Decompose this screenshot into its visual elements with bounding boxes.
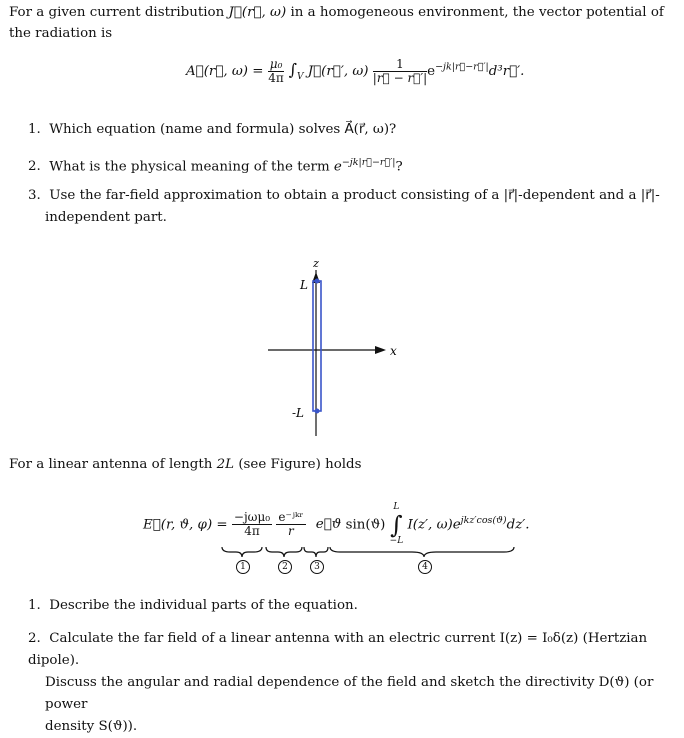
eq1-current: J⃗(r⃗′, ω) <box>307 64 369 80</box>
q2-2-text-cont: Discuss the angular and radial dependence of the field and sketch the directivity D(ϑ) (or power <box>45 675 654 712</box>
q2-2-number: 2. <box>28 631 41 646</box>
eq1-exp-power: −jk|r⃗−r⃗′| <box>435 61 489 73</box>
question-2-1 <box>28 595 668 617</box>
eq2-lower-limit: −L <box>389 535 404 546</box>
eq2-integral-sign: ∫ <box>390 510 403 539</box>
eq1-volume: V <box>296 71 304 82</box>
current-density-symbol: J⃗(r⃗, ω) <box>228 5 287 20</box>
brace-label-3: 3 <box>310 560 324 574</box>
bottom-length-label: -L <box>292 406 305 420</box>
eq1-lhs: A⃗(r⃗, ω) = <box>186 64 264 80</box>
brace-label-4: 4 <box>418 560 432 574</box>
brace-label-1: 1 <box>236 560 250 574</box>
far-field-equation <box>143 503 530 547</box>
antenna-intro-prefix: For a linear antenna of length <box>9 457 213 472</box>
q1-3-text-cont: independent part. <box>45 210 167 225</box>
eq2-f2-den: r <box>288 524 294 539</box>
eq2-f1-num: −jωμ₀ <box>233 510 271 525</box>
x-axis-arrow <box>375 346 386 354</box>
q1-3-number: 3. <box>28 188 41 203</box>
antenna-intro <box>9 454 669 475</box>
z-axis-label: z <box>313 257 319 270</box>
antenna-intro-suffix: (see Figure) holds <box>238 457 362 472</box>
q2-2-text: Calculate the far field of a linear antenna with an electric current I(z) = I₀δ(z) (Hertzian dipole). <box>28 631 648 668</box>
eq1-differential: d³r⃗′. <box>488 64 525 80</box>
eq2-integrand: I(z′, ω)e <box>407 517 461 533</box>
antenna-top-end <box>315 279 320 284</box>
eq1-exp-base: e <box>427 64 436 80</box>
q1-2-number: 2. <box>28 159 41 175</box>
eq1-mu-num: μ₀ <box>269 57 283 71</box>
x-axis-label: x <box>390 344 397 358</box>
question-1-3 <box>28 185 668 229</box>
eq2-fraction-2 <box>276 511 305 538</box>
eq1-integral-sign: ∫ <box>288 60 297 80</box>
eq2-differential: dz′. <box>506 517 530 533</box>
brace-3 <box>304 547 328 557</box>
eq2-fraction-1 <box>232 511 272 538</box>
q1-2-term: e <box>333 159 342 175</box>
antenna-length: 2L <box>216 457 235 472</box>
eq2-exp-power: jkz′cos(ϑ) <box>460 514 507 526</box>
q1-2-text-suffix: ? <box>395 159 403 175</box>
intro-paragraph <box>9 2 669 44</box>
brace-1 <box>222 547 262 557</box>
antenna-rod <box>313 281 321 411</box>
q1-1-text: Which equation (name and formula) solves A⃗(r⃗, ω)? <box>49 122 397 137</box>
question-1-1 <box>28 119 668 141</box>
eq2-f1-den: 4π <box>244 524 260 539</box>
eq2-f2-num: e⁻ʲᵏʳ <box>278 510 304 525</box>
brace-4 <box>330 547 514 557</box>
q1-1-number: 1. <box>28 122 41 137</box>
eq1-one: 1 <box>373 58 427 72</box>
q2-2-text-cont2: density S(ϑ)). <box>45 719 138 734</box>
antenna-bottom-end <box>315 409 320 414</box>
question-2-2 <box>28 628 668 738</box>
brace-label-2: 2 <box>278 560 292 574</box>
q2-1-text: Describe the individual parts of the equation. <box>49 598 358 613</box>
eq1-mu-fraction <box>268 58 285 85</box>
question-1-2 <box>28 152 668 178</box>
vector-potential-equation <box>186 58 524 85</box>
antenna-figure <box>250 250 410 440</box>
intro-text-suffix: in a homogeneous environment, the vector potential of the radiation is <box>9 5 664 41</box>
q1-3-text: Use the far-field approximation to obtain a product consisting of a |r⃗|-dependent and a |r⃗|- <box>49 188 660 203</box>
eq1-distance-fraction <box>373 58 427 85</box>
intro-text-prefix: For a given current distribution <box>9 5 225 20</box>
eq2-unit-vector: e⃗ϑ <box>315 517 342 533</box>
brace-2 <box>266 547 302 557</box>
q2-1-number: 1. <box>28 598 41 613</box>
eq1-mu-den: 4π <box>268 71 284 86</box>
q1-2-term-power: −jk|r⃗−r⃗′| <box>341 157 396 168</box>
top-length-label: L <box>300 278 308 292</box>
eq2-upper-limit: L <box>393 502 400 512</box>
eq2-lhs: E⃗(r, ϑ, φ) = <box>143 517 228 533</box>
eq2-sin: sin(ϑ) <box>345 517 386 533</box>
eq1-distance: |r⃗ − r⃗′| <box>372 71 428 86</box>
eq2-integral <box>390 503 404 547</box>
equation-braces <box>220 545 520 579</box>
q1-2-text-prefix: What is the physical meaning of the term <box>49 159 330 175</box>
